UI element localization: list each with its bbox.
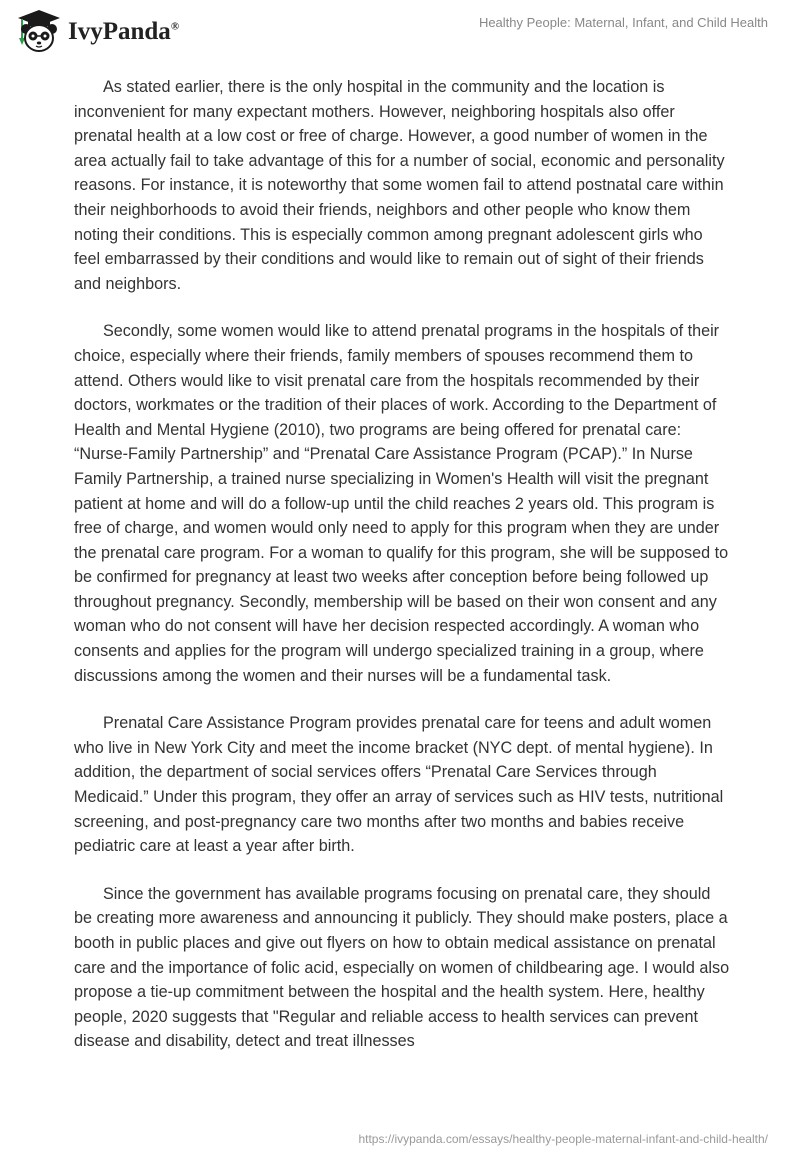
paragraph: As stated earlier, there is the only hospital in the community and the location is inconvenient for many expectant mothers. However, neighboring hospitals also offer prenatal health at a low cost or free of charge. However, a good number of women in the area actually fail to take advantage of this for a number of social, economic and personality reasons. For instance, it is noteworthy that some women fail to attend postnatal care within their neighborhoods to avoid their friends, neighbors and other people who know them noting their conditions. This is especially common among pregnant adolescent girls who feel embarrassed by their conditions and would like to remain out of sight of their friends and neighbors. bbox=[74, 78, 725, 293]
page-header bbox=[0, 0, 800, 60]
paragraph: Since the government has available programs focusing on prenatal care, they should be creating more awareness and announcing it publicly. They should make posters, place a booth in public places and give out flyers on how to obtain medical assistance on prenatal care and the importance of folic acid, especially on women of childbearing age. I would also propose a tie-up commitment between the hospital and the health system. Here, healthy people, 2020 suggests that "Regular and reliable access to health services can prevent disease and disability, detect and treat illnesses bbox=[74, 884, 730, 1051]
ivypanda-logo[interactable] bbox=[14, 8, 179, 54]
panda-graduate-icon bbox=[14, 8, 64, 54]
source-url[interactable]: https://ivypanda.com/essays/healthy-people-maternal-infant-and-child-health/ bbox=[358, 1132, 768, 1146]
essay-body bbox=[74, 75, 730, 1077]
logo-text: IvyPanda® bbox=[68, 18, 180, 45]
paragraph: Secondly, some women would like to attend prenatal programs in the hospitals of their choice, especially where their friends, family members of spouses recommend them to attend. Others would like to visit prenatal care from the hospitals recommended by their doctors, workmates or the tradition of their places of work. According to the Department of Health and Mental Hygiene (2010), two programs are being offered for prenatal care: “Nurse-Family Partnership” and “Prenatal Care Assistance Program (PCAP).” In Nurse Family Partnership, a trained nurse specializing in Women's Health will visit the pregnant patient at home and will do a follow-up until the child reaches 2 years old. This program is free of charge, and women would only need to apply for this program when they are under the prenatal care program. For a woman to qualify for this program, she will be supposed to be confirmed for pregnancy at least two weeks after conception before being followed up throughout pregnancy. Secondly, membership will be based on their won consent and any woman who do not consent will have her decision respected accordingly. A woman who consents and applies for the program will undergo specialized training in a group, where discussions among the women and their nurses will be a fundamental task. bbox=[74, 322, 729, 685]
paragraph: Prenatal Care Assistance Program provides prenatal care for teens and adult women who live in New York City and meet the income bracket (NYC dept. of mental hygiene). In addition, the department of social services offers “Prenatal Care Services through Medicaid.” Under this program, they offer an array of services such as HIV tests, nutritional screening, and post-pregnancy care two months after two months and babies receive pediatric care at least a year after birth. bbox=[74, 714, 724, 856]
document-title: Healthy People: Maternal, Infant, and Child Health bbox=[478, 15, 768, 30]
